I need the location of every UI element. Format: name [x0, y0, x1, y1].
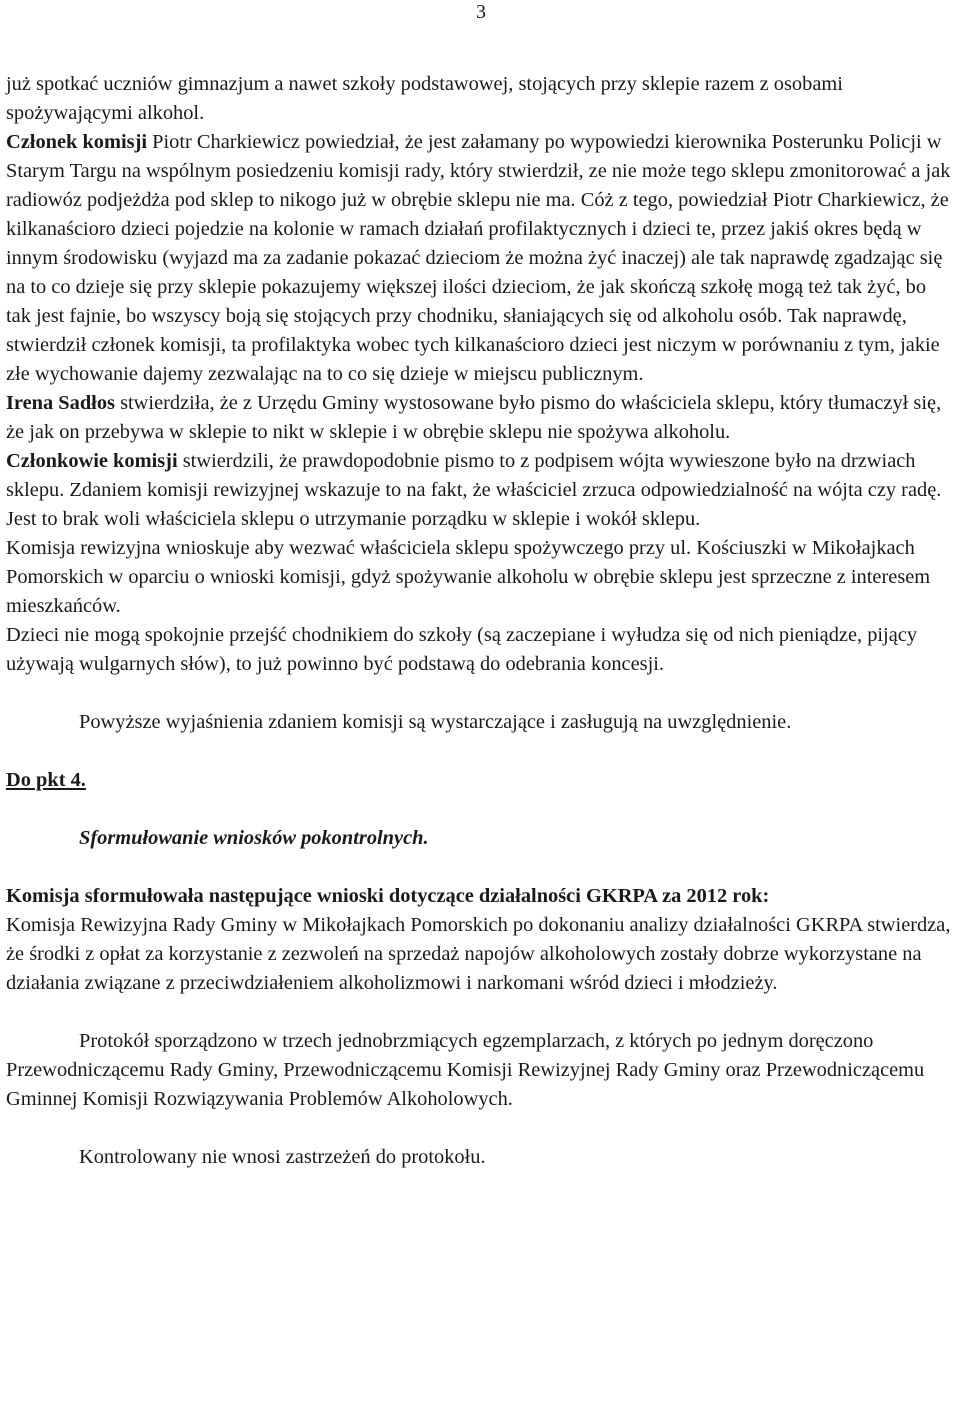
paragraph-3 — [6, 389, 956, 447]
conclusions-heading: Komisja sformułowała następujące wnioski dotyczące działalności GKRPA za 2012 rok: — [6, 885, 770, 907]
document-body — [6, 70, 956, 1172]
paragraph-text: stwierdziła, że z Urzędu Gminy wystosowane było pismo do właściciela sklepu, który tłumaczył się, że jak on przebywa w sklepie to nikt w sklepie i w obrębie sklepu nie spożywa alkoholu. — [6, 392, 942, 443]
paragraph-text: Piotr Charkiewicz powiedział, że jest załamany po wypowiedzi kierownika Posterunku Policji w Starym Targu na wspólnym posiedzeniu komisji rady, który stwierdził, ze nie może tego sklepu zmonitorować a jak radiowóz podjeżdża pod sklep to nikogo już w obrębie sklepu nie ma. Cóż z tego, powiedział Piotr Charkiewicz, że kilkanaścioro dzieci pojedzie na kolonie w ramach działań profilaktycznych i dzieci te, przez jakiś okres będą w innym środowisku (wyjazd ma za zadanie pokazać dzieciom że można żyć inaczej) ale tak naprawdę zgadzając się na to co dzieje się przy sklepie pokazujemy większej ilości dzieciom, że jak skończą szkołę mogą też tak żyć, bo tak jest fajnie, bo wszyscy boją się stojących przy chodniku, słaniających się od alkoholu osób. Tak naprawdę, stwierdził członek komisji, ta profilaktyka wobec tych kilkanaścioro dzieci jest niczym w porównaniu z tym, jakie złe wychowanie dajemy zezwalając na to co się dzieje w miejscu publicznym. — [6, 131, 951, 385]
paragraph-10: Kontrolowany nie wnosi zastrzeżeń do protokołu. — [79, 1146, 486, 1168]
section-heading: Do pkt 4. — [6, 769, 86, 791]
paragraph-9: Protokół sporządzono w trzech jednobrzmiących egzemplarzach, z których po jednym doręczono Przewodniczącemu Rady Gminy, Przewodniczącemu Komisji Rewizyjnej Rady Gminy oraz Przewodniczącemu Gminnej Komisji Rozwiązywania Problemów Alkoholowych. — [6, 1030, 925, 1110]
paragraph-8: Komisja Rewizyjna Rady Gminy w Mikołajkach Pomorskich po dokonaniu analizy działalności GKRPA stwierdza, że środki z opłat za korzystanie z zezwoleń na sprzedaż napojów alkoholowych zostały dobrze wykorzystane na działania związane z przeciwdziałeniem alkoholizmowi i narkomani wśród dzieci i młodzieży. — [6, 914, 951, 994]
speaker-name: Członkowie komisji — [6, 450, 178, 472]
paragraph-2 — [6, 128, 956, 389]
paragraph-4 — [6, 447, 956, 534]
paragraph-5: Komisja rewizyjna wnioskuje aby wezwać właściciela sklepu spożywczego przy ul. Kościuszki w Mikołajkach Pomorskich w oparciu o wnioski komisji, gdyż spożywanie alkoholu w obrębie sklepu jest sprzeczne z interesem mieszkańców. — [6, 537, 931, 617]
speaker-name: Irena Sadłos — [6, 392, 115, 414]
page-number: 3 — [476, 1, 486, 23]
paragraph-text: stwierdzili, że prawdopodobnie pismo to z podpisem wójta wywieszone było na drzwiach sklepu. Zdaniem komisji rewizyjnej wskazuje to na fakt, że właściciel zrzuca odpowiedzialność na wójta czy radę. Jest to brak woli właściciela sklepu o utrzymanie porządku w sklepie i wokół sklepu. — [6, 450, 942, 530]
speaker-name: Członek komisji — [6, 131, 148, 153]
subsection-heading: Sformułowanie wniosków pokontrolnych. — [79, 827, 429, 849]
paragraph-6: Dzieci nie mogą spokojnie przejść chodnikiem do szkoły (są zaczepiane i wyłudza się od nich pieniądze, pijący używają wulgarnych słów), to już powinno być podstawą do odebrania koncesji. — [6, 624, 918, 675]
paragraph-7: Powyższe wyjaśnienia zdaniem komisji są wystarczające i zasługują na uwzględnienie. — [79, 711, 792, 733]
paragraph-1: już spotkać uczniów gimnazjum a nawet szkoły podstawowej, stojących przy sklepie razem z osobami spożywającymi alkohol. — [6, 73, 843, 124]
